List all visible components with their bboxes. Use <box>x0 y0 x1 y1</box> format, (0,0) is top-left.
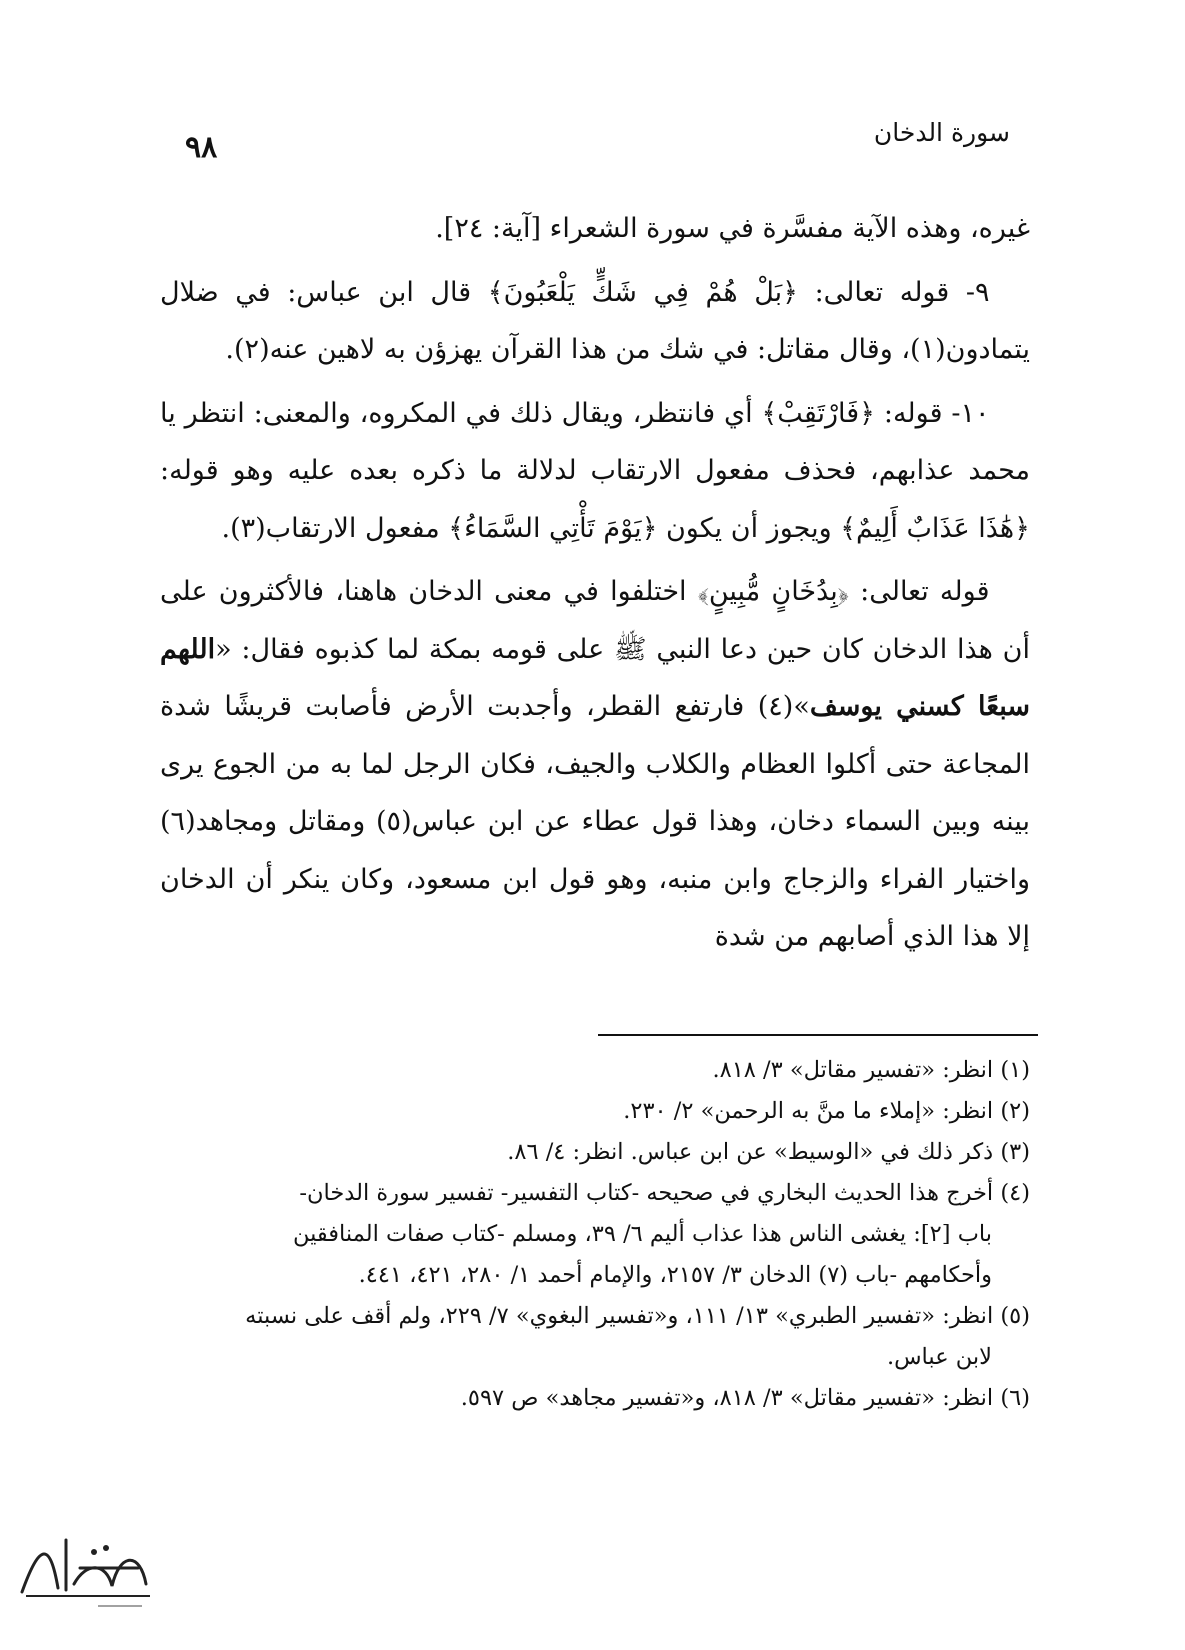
footnote-continuation: باب [٢]: يغشى الناس هذا عذاب أليم ٦/ ٣٩، ومسلم -كتاب صفات المنافقين <box>293 1221 992 1247</box>
footnotes <box>150 1050 1030 1419</box>
hadith-quote: اللهم سبعًا كسني يوسف <box>160 633 1030 722</box>
footnote: (٤) أخرج هذا الحديث البخاري في صحيحه -كتاب التفسير- تفسير سورة الدخان- <box>299 1180 1030 1206</box>
page-number: ٩٨ <box>185 130 218 165</box>
calligraphy-logo <box>10 1522 170 1612</box>
paragraph <box>160 563 1030 966</box>
footnote: (٣) ذكر ذلك في «الوسيط» عن ابن عباس. انظر: ٤/ ٨٦. <box>507 1139 1030 1165</box>
footnote-divider <box>598 1034 1038 1036</box>
footnote: (٢) انظر: «إملاء ما منَّ به الرحمن» ٢/ ٢٣٠. <box>623 1098 1030 1124</box>
footnote-continuation: وأحكامهم -باب (٧) الدخان ٣/ ٢١٥٧، والإمام أحمد ١/ ٢٨٠، ٤٢١، ٤٤١. <box>358 1262 992 1288</box>
footnote: (٦) انظر: «تفسير مقاتل» ٣/ ٨١٨، و«تفسير مجاهد» ص ٥٩٧. <box>460 1385 1030 1411</box>
footnote: (١) انظر: «تفسير مقاتل» ٣/ ٨١٨. <box>712 1057 1030 1083</box>
paragraph: ٩- قوله تعالى: ﴿بَلْ هُمْ فِي شَكٍّ يَلْعَبُونَ﴾ قال ابن عباس: في ضلال يتمادون(١)، وقال مقاتل: في شك من هذا القرآن يهزؤن به لاهين عنه(٢). <box>160 276 1030 365</box>
paragraph-text: »(٤) فارتفع القطر، وأجدبت الأرض فأصابت قريشًا شدة المجاعة حتى أكلوا العظام والكلاب والجيف، فكان الرجل لما به من الجوع يرى بينه وبين السماء دخان، وهذا قول عطاء عن ابن عباس(٥) ومقاتل ومجاهد(٦) واختيار الفراء والزجاج وابن منبه، وهو قول ابن مسعود، وكان ينكر أن الدخان إلا هذا الذي أصابهم من شدة <box>160 691 1030 952</box>
main-text <box>160 200 1030 966</box>
paragraph-text: قوله تعالى: ﴿بِدُخَانٍ مُّبِينٍ﴾ اختلفوا في معنى الدخان هاهنا، فالأكثرون على أن هذا الدخان كان حين دعا النبي ﷺ على قومه بمكة لما كذبوه فقال: « <box>160 576 1030 665</box>
footnote: (٥) انظر: «تفسير الطبري» ١٣/ ١١١، و«تفسير البغوي» ٧/ ٢٢٩، ولم أقف على نسبته <box>245 1303 1030 1329</box>
paragraph: ١٠- قوله: ﴿فَارْتَقِبْ﴾ أي فانتظر، ويقال ذلك في المكروه، والمعنى: انتظر يا محمد عذابهم، فحذف مفعول الارتقاب لدلالة ما ذكره بعده عليه وهو قوله: ﴿هَٰذَا عَذَابٌ أَلِيمٌ﴾ ويجوز أن يكون ﴿يَوْمَ تَأْتِي السَّمَاءُ﴾ مفعول الارتقاب(٣). <box>160 397 1030 544</box>
footnote-continuation: لابن عباس. <box>886 1344 992 1370</box>
running-title: سورة الدخان <box>873 118 1010 147</box>
paragraph: غيره، وهذه الآية مفسَّرة في سورة الشعراء [آية: ٢٤]. <box>435 213 1030 244</box>
page-header <box>150 118 1035 168</box>
